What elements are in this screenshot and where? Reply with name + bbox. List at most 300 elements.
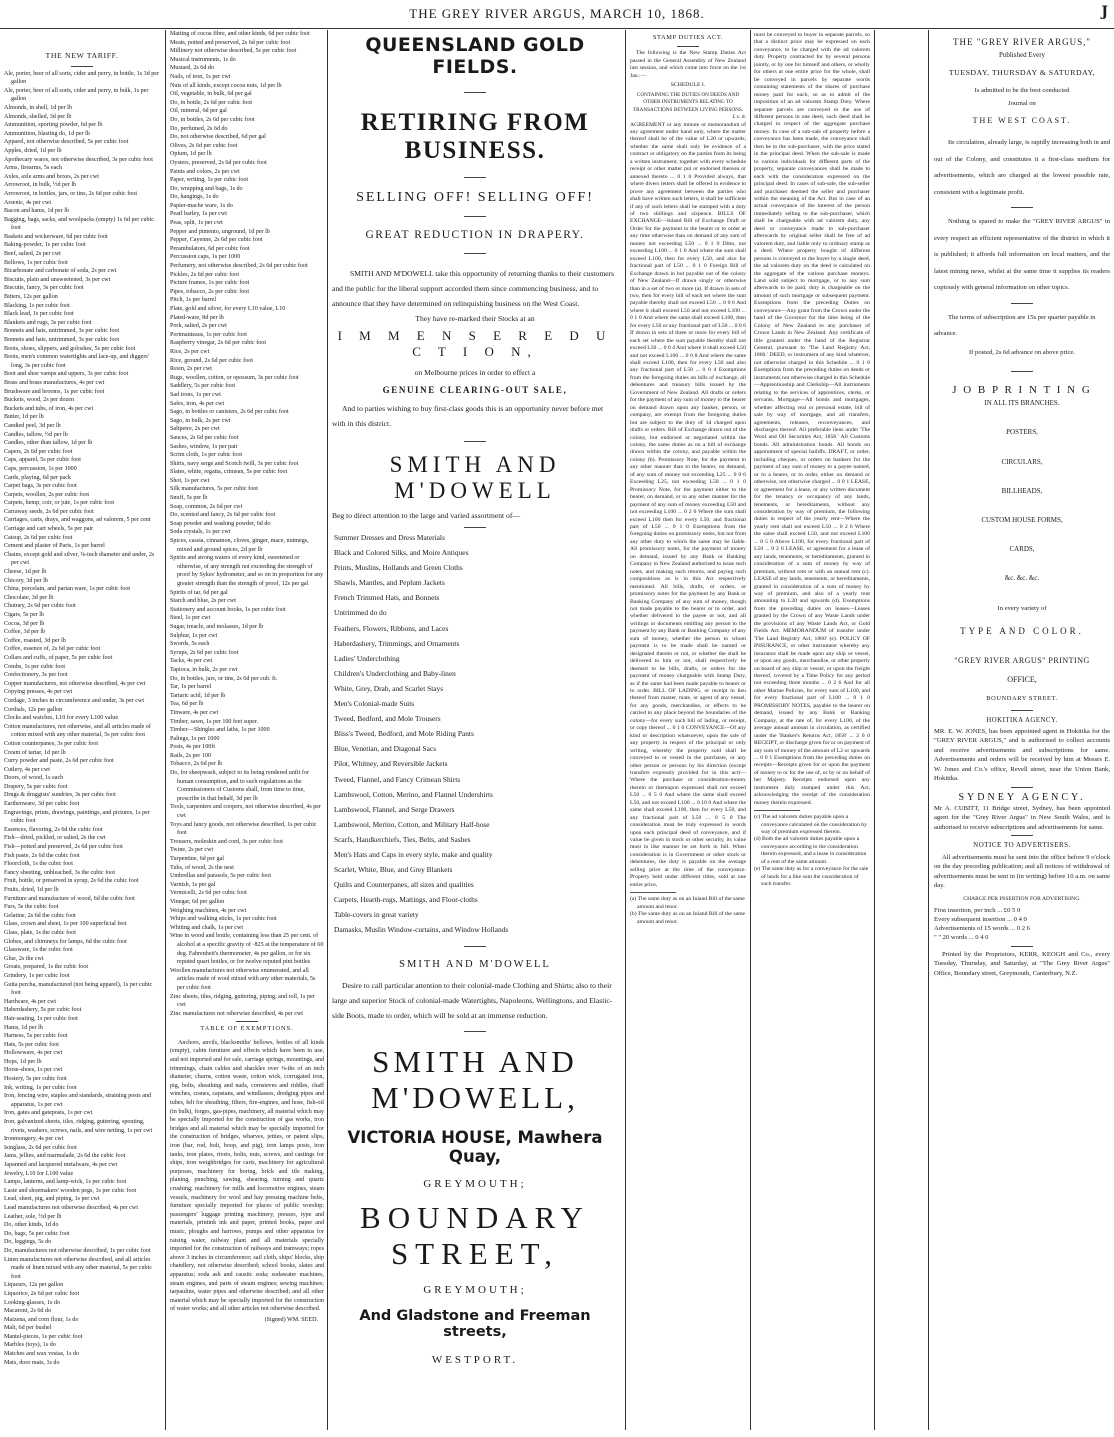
tariff-item: Drugs & druggists' sundries, 3s per cubic foot [4, 792, 116, 799]
tariff-item: Sago, in bulk, 2s per cwt [170, 417, 231, 424]
tariff-item: Fish—dried, pickled, or salted, 2s the cwt [4, 835, 106, 842]
tariff-item: Curry powder and paste, 2s 6d per cubic foot [4, 758, 114, 765]
tariff-item: Pepper and pimento, unground, 1d per lb [170, 228, 270, 235]
goods-item: Scarlet, White, Blue, and Grey Blankets [334, 865, 453, 875]
tariff-item: Pipes, tobacco, 2s per cubic foot [170, 288, 250, 295]
tariff-item: Axles, axle arms and boxes, 2s per cwt [4, 173, 99, 180]
tariff-item: Cocoa, 3d per lb [4, 620, 45, 627]
tariff-item: Caps, apparel, 5s per cubic foot [4, 457, 81, 464]
tariff-item: Glassware, 1s the cubic foot [4, 947, 73, 954]
tariff-item: Perfumery, not otherwise described, 2s 6d per cubic foot [170, 263, 308, 270]
tariff-item: Starch and blue, 2s per cwt [170, 598, 236, 605]
tariff-item: Glass, plate, 1s the cubic foot [4, 929, 76, 936]
tariff-item: Fruit, bottle, or preserved in syrup, 2s 6d the cubic foot [4, 878, 139, 885]
schedule-subheading: CONTAINING THE DUTIES ON DEEDS AND OTHER INSTRUMENTS RELATING TO TRANSACTIONS BETWEEN LIVING PERSONS. [632, 91, 744, 113]
tariff-item: Pitch, 1s per barrel [170, 297, 217, 304]
tariff-item: Laste and shoemakers' wooden pegs, 1s per cubic foot [4, 1187, 137, 1194]
tariff-item: Saddlery, 5s per cubic foot [170, 383, 236, 390]
tariff-item: Gutta percha, manufactured (not being apparel), 1s per cubic foot [4, 981, 153, 997]
tariff-item: Almonds, shelled, 3d per lb [4, 113, 72, 120]
goods-item: Tweed, Flannel, and Fancy Crimean Shirts [334, 774, 461, 784]
tariff-item: Hair-seating, 1s per cubic foot [4, 1015, 78, 1022]
goods-item: White, Grey, Drab, and Scarlet Stays [334, 683, 444, 693]
tariff-item: Almonds, in shell, 1d per lb [4, 104, 72, 111]
tariff-item: Iron, gates and gateposts, 1s per cwt [4, 1110, 93, 1117]
tariff-item: Meats, potted and preserved, 2s 6d per cubic foot [170, 39, 291, 46]
tariff-item: Buckets, wood, 2s per dozen [4, 397, 75, 404]
tariff-item: Coffee, 3d per lb [4, 629, 46, 636]
victoria-house: VICTORIA HOUSE, Mawhera Quay, [347, 1127, 603, 1166]
tariff-item: China, porcelain, and parian ware, 1s per cubic foot [4, 586, 131, 593]
tariff-item: Whips and walking sticks, 1s per cubic foot [170, 916, 277, 923]
tariff-item: Engravings, prints, drawings, paintings, and pictures, 1s per cubic foot [4, 809, 150, 825]
stamp-duties-column-1 [630, 32, 746, 1427]
goods-list [328, 530, 622, 938]
tariff-item: Oysters, preserved, 2s 6d per cubic foot [170, 159, 267, 166]
tariff-item: Steel, 1s per cwt [170, 615, 211, 622]
goods-item: Men's Hats and Caps in every style, make and quality [334, 849, 493, 859]
queensland-heading: QUEENSLAND GOLD FIELDS. [365, 34, 585, 78]
exemptions-text: Anchors, anvils, blacksmiths' bellows, bottles of all kinds (empty), cabin furniture and effects which have been in use, and not imported and for sale, carriage springs, mountings, and trimmings, chain cables and shackles over ⅜-ths of an inch diameter, churns, cotton waste, cotton wick, corrugated iron, pig, bolts, sheathing and nails, cornsieves and riddles, chaff winches, cranes, capstans, and windlasses, dredging pipes and tubes, felt for sheathing, filters, fire-engines, and hose, fish-oil (in bulk), forges, gas-pipes, machinery, all material which may be specially imported for the construction of gas works, iron bridges and all material which may be specially imported for the construction of bridges, wharves, jetties, or patent slips, iron (bar, rod, bolt, hoop, and pig), iron lamps posts, iron tanks, iron plates, rivets, bolts, nuts, screws, and castings for ships, iron weighbridges for carts, machinery for agricultural purposes, machinery for boring, brick and tile making, planing, punching, sawing, shearing, turning and quartz crushing; machinery for mills and locomotive engines, steam vessels, machinery for wool and hay pressing machine belts, furniture specially imported for places of public worship; passengers' luggage printing machinery, presses, type and materials, printink ink and paper, printed books, paper and music, ploughs and harrows, pumps and other apparatus for raising water, railway plant and all materials specially imported for the construction of railways and tramways; ropes above 3 inches in circumference; sail cloth, ships' blocks, ship chandlery, not otherwise described; school books, slates and apparatus; soda ash and caustic soda; sodawater machines, steam engines, and parts of steam engines; sewing machines; tarpaulins, water pipes and otherwise described; and all other material which may be specially imported for the construction of water works; and all other articles not otherwise described. [170, 1039, 324, 1313]
greymouth-1: GREYMOUTH; [423, 1177, 527, 1190]
argus-head: THE "GREY RIVER ARGUS," [952, 37, 1092, 47]
tariff-item: Timber, sawn, 1s per 100 feet super. [170, 718, 259, 725]
tariff-item: Cards, playing, 6d per pack [4, 474, 72, 481]
tariff-item: Catsup, 2s 6d per cubic foot [4, 534, 73, 541]
goods-item: Blue, Venetian, and Diagonal Sacs [334, 744, 437, 754]
tariff-item: Caps, percussion, 1s per 1000 [4, 465, 77, 472]
tariff-item: Arrowroot, in bulk, ½d per lb [4, 182, 77, 189]
charge-row: First insertion, per inch ... £0 5 0 [934, 906, 1021, 914]
printed-by: Printed by the Proprietors, KERR, KEOGH and Co., every Tuesday, Thursday, and Saturday, at "The Grey River Argus" Office, Boundary street, Greymouth, Canterbury, N.Z. [934, 950, 1110, 977]
tariff-item: Picture frames, 1s per cubic foot [170, 280, 250, 287]
goods-item: Bliss's Tweed, Bedford, and Mole Riding Pants [334, 729, 474, 739]
tariff-item: Mats, door mats, 1s do [4, 1359, 60, 1366]
journal-on: Journal on [1008, 99, 1036, 107]
sydney-text: Mr A. CUBITT, 11 Bridge street, Sydney, has been appointed agent for the "Grey River Argus" in New South Wales, and is authorised to receive subscriptions and advertisements for same. [934, 804, 1110, 831]
tariff-item: Zinc manufactures not otherwise described, 4s per cwt [170, 1010, 304, 1017]
tariff-item: Coffee, roasted, 3d per lb [4, 637, 66, 644]
tariff-item: Ale, porter, beer of all sorts, cider and perry, in bottle, 1s 3d per gallon [4, 70, 160, 86]
signature: (Signed) WM. SEED. [264, 1316, 318, 1323]
tariff-item: Cutlery, 4s per cwt [4, 766, 50, 773]
tariff-item: Glass, crown and sheet, 1s per 100 superficial feet [4, 921, 127, 928]
melbourne-line: on Melbourne prices in order to effect a [414, 368, 536, 377]
notice-heading: NOTICE TO ADVERTISERS. [973, 841, 1071, 850]
tariff-item: Candied peel, 3d per lb [4, 422, 61, 429]
tariff-item: Shot, 1s per cwt [170, 477, 210, 484]
tariff-item: Do, bags, 5s per cubic foot [4, 1230, 70, 1237]
tariff-item: Saltpetre, 2s per cwt [170, 426, 220, 433]
smith-mdowell-heading-3: SMITH AND M'DOWELL, [371, 1043, 579, 1115]
lsd-header: £ s. d. [732, 114, 746, 121]
tariff-item: Essences, flavoring, 2s 6d the cubic foot [4, 826, 103, 833]
drapery-advertisement [328, 34, 622, 1366]
hokitika-text: MR. E. W. JONES, has been appointed agent in Hokitika for the "GREY RIVER ARGUS," and is authorised to collect accounts and receive advertisements and subscriptions for same. Advertisements and orders will be received by him at Messrs E. W. Jones and Co.'s office, Revell street, near the Union Bank, Hokitika. [934, 727, 1110, 783]
tariff-item: Cream of tartar, 1d per lb [4, 749, 66, 756]
tariff-item: Opium, 1d per lb [170, 151, 212, 158]
tariff-item: Ironmongery, 4s per cwt [4, 1136, 64, 1143]
stamp-intro: The following is the New Stamp Duties Act passed in the General Assembly of New Zealand last session, and which come into force on the 1st Jan.:— [630, 50, 746, 79]
charges-table [934, 906, 1110, 943]
remarked-line: They have re-marked their Stocks at an [415, 314, 535, 323]
tariff-item: Trousers, moleskin and cord, 3s per cubic foot [170, 838, 283, 845]
clearing-out-sale: GENUINE CLEARING-OUT SALE, [382, 385, 568, 395]
tariff-item: Blacking, 1s per cubic foot [4, 302, 70, 309]
tariff-item: Carpet bags, 3s per cubic foot [4, 483, 77, 490]
tariff-item: Harness, 5s per cubic foot [4, 1033, 68, 1040]
tariff-item: Chutney, 2s 6d per cubic foot [4, 603, 76, 610]
goods-item: Table-covers in great variety [334, 910, 419, 920]
printing-office: OFFICE, [1007, 675, 1037, 685]
subscription-terms: The terms of subscription are 15s per quarter payable in advance. [934, 313, 1096, 338]
tariff-item: Tubs, of wood, 2s the nest [170, 864, 234, 871]
tariff-item: Tea, 6d per lb [170, 701, 204, 708]
tariff-item: Fish—potted and preserved, 2s 6d per cubic foot [4, 844, 123, 851]
tariff-item: Twine, 2s per cwt [170, 847, 214, 854]
blank-gutter [878, 34, 924, 1424]
job-item: POSTERS, [1006, 428, 1038, 437]
tariff-item: Matting of cocoa fibre, and other kinds, 6d per cubic foot [170, 31, 310, 37]
tariff-item: Vermicelli, 2s 6d per cubic foot [170, 890, 247, 897]
postage-note: If posted, 2s 6d advance on above price. [968, 348, 1075, 356]
tariff-item: Baskets and wickerware, 6d per cubic foot [4, 233, 108, 240]
tariff-item: Varnish, 1s per gal [170, 881, 216, 888]
tariff-item: Safes, iron, 4s per cwt [170, 400, 225, 407]
tariff-item: Blankets and rugs, 3s per cubic foot [4, 319, 92, 326]
tariff-item: Do, hangings, 1s do [170, 194, 219, 201]
tariff-item: Carriage and cart wheels, 5s per pair [4, 526, 94, 533]
tariff-item: Brushware and brooms, 1s per cubic foot [4, 388, 105, 395]
tariff-item: Rice, 2s per cwt [170, 348, 210, 355]
tariff-item: Plated-ware, 8d per lb [170, 314, 224, 321]
intro-paragraph: SMITH AND M'DOWELL take this opportunity of returning thanks to their customers and the public for the liberal support accorded them since commencing business, and to announce that they have determined on relinquishing business on the West Coast. [332, 269, 615, 308]
tariff-item: Chicory, 3d per lb [4, 577, 48, 584]
tariff-item: Isinglass, 2s 6d per cubic foot [4, 1144, 77, 1151]
tariff-item: Toys and fancy goods, not otherwise described, 1s per cubic foot [170, 821, 317, 837]
tariff-item: Matches and wax vestas, 1s do [4, 1351, 80, 1358]
tariff-item: Tools, carpenters and coopers, not otherwise described, 4s per cwt [170, 804, 322, 820]
tariff-item: Rails, 2s per 100 [170, 752, 211, 759]
clothing-paragraph: Desire to call particular attention to their colonial-made Clothing and Shirts; also to their large and superior Stock of colonial-made Watertights, Napoleons, Wellingtons, and Elastic-side Boots, made to order, which will be sold at an immense reduction. [332, 980, 613, 1020]
tariff-item: Do, wrapping and bags, 1s do [170, 185, 243, 192]
tariff-item: Fancy sheeting, unbleached, 3s the cubic foot [4, 869, 116, 876]
tariff-item: Black lead, 1s per cubic foot [4, 311, 74, 318]
tariff-item: Spirits of tar, 6d per gal [170, 589, 228, 596]
tariff-item: Sauces, 2s 6d per cubic foot [170, 434, 239, 441]
printing-office-name: "GREY RIVER ARGUS" PRINTING [954, 655, 1090, 665]
boundary-street-address: BOUNDARY STREET. [986, 695, 1058, 703]
type-and-color: TYPE AND COLOR. [960, 625, 1084, 636]
goods-item: Children's Underclothing and Baby-linen [334, 668, 456, 678]
tariff-item: Silk manufactures, 5s per cubic foot [170, 486, 258, 493]
tariff-item: Chains, except gold and silver, ⅜-inch diameter and under, 2s per cwt [4, 551, 155, 567]
tariff-item: Hardware, 4s per cwt [4, 998, 57, 1005]
tariff-item: Beef, salted, 2s per cwt [4, 251, 61, 258]
tariff-item: Pearl barley, 1s per cwt [170, 211, 227, 218]
smith-mdowell-heading-1: SMITH AND M'DOWELL [389, 452, 561, 503]
goods-item: Damasks, Muslin Window-curtains, and Window Hollands [334, 925, 509, 935]
tariff-item: Shirts, navy serge and Scotch twill, 3s per cubic foot [170, 460, 299, 467]
tariff-item: Butter, 1d per lb [4, 414, 44, 421]
tariff-item: Lead manufactures not otherwise described, 4s per cwt [4, 1204, 139, 1211]
stamp-text-1: AGREEMENT or any minute or memorandum of any agreement under hand only, where the matter thereof shall be of the value of L20 or upwards; whether the same shall only be evidence of a contract or obligatory on the parties from its being a written instrument, together with every schedule receipt or other matter put or endorsed thereon or annexed thereto ... 0 1 0 Provided always, that where divers letters shall be offered in evidence to prove any agreement between the parties who shall have written such letters, it shall be sufficient if any of such letters shall be stamped with a duty of two shillings and sixpence. BILLS OF EXCHANGE—Inland Bill of Exchange Draft or Order for the payment to the bearer or to order at any time otherwise than on demand of any sum of money not exceeding L50 ... 0 1 0 Ditto, not exceeding L100 ... 0 1 0 And where the sum shall exceed L100, then for every L50, and also for fractional part of L50 ... 0 1 0 Foreign Bill of Exchange drawn in but payable out of the colony of New Zealand—If drawn singly or otherwise than in a set of two or more (a). If drawn in sets of two, then for every bill of each set where the sum payable thereby shall not exceed L50 ... 0 0 6 And where it shall exceed L50 and not exceed L100 ... 0 1 0 And where the same shall exceed L100, then for every L50 or any fractional part of L50 ... 0 0 6 If drawn in sets of three or more for every bill of each set where the sum payable thereby shall not exceed L50 ... 0 0 4 And where it shall exceed L50 and not exceed L100 ... 0 0 8 And where the same shall exceed L100, then for every L50 and also any fractional part of L50 ... 0 0 4 Exemptions from the foregoing duties on bills of exchange, all debentures and treasury bills issued by the Government of New Zealand. All drafts or orders for the payment of any sum of money to the bearer on demand drawn upon any banker, person, or company, are exempt from the foregoing duties but are subject to the duty of 1d charged upon drafts or orders. Bill of Exchange drawn out of the colony, but endorsed or negotiated within the colony, the same duties as on a bill of exchange drawn within the colony, and payable within the colony (b). Promissory Note, for the payment in any other manner than to the bearer, on demand, of any sum of money not exceeding L25 ... 0 0 6 Exceeding L25, not exceeding L50 ... 0 1 0 Promissory Note, for the payment either to the bearer, on demand, or in any other manner for the payment of any sum of money exceeding L50 and not exceeding L100 ... 0 2 0 Where the sum shall exceed L100 then for every L50, and fractional part of L50 ... 0 1 0 Exemptions from the foregoing duties on promissory notes, but not from any other duty to which the same may be liable. All promissory notes, for the payment of money on demand, issued by any Bank or Banking Company in New Zealand authorised to issue such notes, and making such returns, and paying such compositions as is in this Act respectively mentioned. All bills, drafts, or orders, or promissory notes for the payment by any Bank or Banking Company of any sum of money, though not made payable to the bearer or to order, and whether delivered to the payee or not, and all writings or documents entitling any person to the payment by any Bank or Banking Company of any sum of money, whether the person to whom payment is to be made shall be named or designated therein or not, or whether the shall be delivered to him or not, shall respectively be deemed to be bills, drafts, or orders for the payment of money chargeable with Stamp Duty, as if the same had been made payable to bearer or to order. BILL OF LADING, or receipt in lieu thereof from master, mate, or agent of any vessel, for any goods, merchandise, or effects to be carried to any place beyond the boundaries of the colony—for every such bill of lading, or receipt, or copy thereof ... 0 1 0 CONVEYANCE—Of any kind or description whatsoever, upon the sale of any property in respect of the principal or only writing, whereby the property sold shall be conveyed to or vested in the purchaser, or any other person or persons by his direction (except transfers expressly provided for in this act)—Where the purchase or consideration-money therein or thereupon expressed shall not exceed L50 ... 0 5 0 And where the same shall exceed L50, and not exceed L100 ... 0 10 0 And where the same shall exceed L100, then for every L50, and any fractional part of L50 ... 0 5 0 The consideration must be truly expressed in words upon each principal deed of conveyance, and if value be given in stock or other security, its value must in like manner be set forth in full. When consideration is in Government or other stock or debentures, the duty is payable on the average selling price at the time of the conveyance. Property held under different titles, sold at one entire price, [630, 121, 746, 888]
charge-row: Every subsequent insertion ... 0 4 0 [934, 916, 1027, 924]
tariff-item: Syrups, 2s 6d per cubic foot [170, 649, 239, 656]
tariff-item: Combs, 1s per cubic foot [4, 663, 66, 670]
tariff-item: Palings, 1s per 1000 [170, 735, 220, 742]
tariff-item: Scrim cloth, 1s per cubic foot [170, 452, 243, 459]
tariff-item: Bicarbonate and carbonate of soda, 2s per cwt [4, 268, 117, 275]
exemptions-heading: TABLE OF EXEMPTIONS. [200, 1025, 294, 1033]
tariff-heading: THE NEW TARIFF. [45, 51, 119, 60]
boundary-street: BOUNDARY STREET, [360, 1199, 590, 1271]
tariff-item: Earthenware, 3d per cubic foot [4, 801, 80, 808]
tariff-item: Tar, 1s per barrel [170, 684, 212, 691]
tariff-item: Posts, 4s per 100ft [170, 744, 216, 751]
tariff-item: Perambulators, 6d per cubic foot [170, 245, 250, 252]
published-every: Published Every [998, 51, 1046, 60]
stamp-footnote: (e) The same duty as for a conveyance for the sale of lands for a like sum the consideration of such transfer. [754, 866, 869, 888]
tariff-item: Iron, fencing wire, staples and standards, straining posts and apparatus, 1s per cwt [4, 1093, 152, 1108]
tariff-item: Soap, common, 2s 6d per cwt [170, 503, 243, 510]
tariff-item: Oil, mineral, 6d per gal [170, 108, 227, 115]
goods-item: French Trimmed Hats, and Bonnets [334, 593, 440, 603]
tariff-item: Glue, 2s the cwt [4, 955, 44, 962]
tariff-item: Oil, vegetable, in bulk, 6d per gal [170, 91, 252, 98]
stamp-heading: STAMP DUTIES ACT. [652, 34, 724, 41]
tariff-item: Boots, shoes, slippers, and goloshes, 5s per cubic foot [4, 345, 136, 352]
charge-heading: CHARGE PER INSERTION FOR ADVERTISING. [963, 895, 1081, 902]
tariff-item: Fruits, dried, 1d per lb [4, 887, 59, 893]
tariff-item: Paper, writing, 1s per cubic foot [170, 177, 249, 184]
stamp-footnote: (b) The same duty as on an Inland Bill of the same amount and tenor. [630, 911, 746, 925]
tariff-item: Mustard, 2s 6d do [170, 65, 215, 72]
immense-reduction: I M M E N S E R E D U C T I O N, [337, 328, 613, 359]
tariff-item: Ale, porter, beer of all sorts, cider and perry, in bulk, 1s per gallon [4, 87, 149, 103]
tariff-item: Do, scented and fancy, 2s 6d per cubic foot [170, 512, 276, 519]
tariff-item: Copying presses, 4s per cwt [4, 689, 73, 696]
tariff-item: Tacks, 4s per cwt [170, 658, 213, 665]
tariff-item: Boot and shoe vamps and uppers, 3s per cubic foot [4, 371, 129, 378]
tariff-item: Apparel, not otherwise described, 5s per cubic foot [4, 139, 129, 146]
goods-item: Lambswool, Merino, Cotton, and Military Half-hose [334, 819, 490, 829]
tariff-item: Baking-powder, 1s per cubic foot [4, 242, 86, 249]
tariff-item: Ammunition, sporting powder, 6d per lb [4, 122, 103, 129]
tariff-item: Do, other kinds, 1d do [4, 1222, 59, 1229]
tariff-item: Candles, tallow, ½d per lb [4, 431, 68, 438]
tariff-item: Slates, white, regatta, crimean, 5s per cubic foot [170, 469, 288, 476]
tariff-item: Doors, of wood, 1s each [4, 775, 64, 782]
tariff-item: Tinware, 4s per cwt [170, 709, 219, 716]
tariff-item: Iron, galvanized sheets, tiles, ridging, guttering, spouting, rivets, washers, screws, nails, and wire netting, 1s per cwt [4, 1119, 153, 1134]
tariff-item: Hats, 5s per cubic foot [4, 1041, 59, 1048]
tariff-item: Capers, 2s 6d per cubic foot [4, 448, 73, 455]
tariff-item: Tartaric acid, 1d per lb [170, 692, 226, 699]
tariff-item: Turpentine, 6d per gal [170, 856, 224, 862]
goods-item: Lambswool, Flannel, and Serge Drawers [334, 804, 455, 814]
charge-row: Advertisements of 15 words ... 0 2 6 [934, 925, 1030, 933]
tariff-item: Japanned and lacquered metalware, 4s per cwt [4, 1162, 118, 1168]
tariff-item: Paints and colors, 2s per cwt [170, 168, 240, 175]
tariff-item: Jams, jellies, and marmalade, 2s 6d the cubic foot [4, 1153, 126, 1160]
tariff-item: Do, in bottles, 2s 6d per cubic foot [170, 116, 255, 123]
opportunity-paragraph: And to parties wishing to buy first-class goods this is an opportunity never before met with in this district. [332, 404, 604, 428]
goods-item: Pilot, Whitney, and Reversible Jackets [334, 759, 448, 769]
tariff-item: Cordials, 12s per gallon [4, 706, 63, 713]
tariff-item: Looking-glasses, 1s do [4, 1299, 61, 1306]
tariff-item: Sago, in bottles or canisters, 2s 6d per cubic foot [170, 409, 289, 416]
tariff-item: Weighing machines, 4s per cwt [170, 907, 247, 914]
tariff-item: Spices, cassia, cinnamon, cloves, ginger, mace, nutmegs, mixed and ground spices, 2d per lb [170, 538, 309, 553]
tariff-item: Haberdashery, 5s per cubic foot [4, 1007, 82, 1014]
tariff-item: Cigars, 5s per lb [4, 612, 44, 618]
tariff-item: Sugar, treacle, and molasses, 1d per lb [170, 623, 264, 630]
tariff-item: Copper manufactures, not otherwise described, 4s per cwt [4, 680, 146, 687]
stamp-footnote: (c) The ad valorem duties payable upon a conveyance calculated on the consideration by way of premium expressed therein. [754, 814, 867, 836]
tariff-item: Timber—Shingles and laths, 1s per 1000 [170, 727, 270, 734]
tariff-item: Lamps, lanterns, and lamp-wick, 1s per cubic foot [4, 1179, 127, 1186]
tariff-item: Candles, other than tallow, 1d per lb [4, 440, 93, 447]
goods-item: Lambswool, Cotton, Merino, and Flannel Undershirts [334, 789, 493, 799]
tariff-item: Cordage, 3 inches in circumference and under, 3s per cwt [4, 697, 145, 704]
selling-off: SELLING OFF! SELLING OFF! [356, 190, 594, 205]
tariff-item: Globes, and chimneys for lamps, 6d the cubic foot [4, 938, 127, 945]
tariff-item: Raspberry vinegar, 2s 6d per cubic foot [170, 340, 267, 347]
tariff-item: Linen manufactures not otherwise described, and all articles made of linen mixed with any other material, 5s per cubic foot [4, 1256, 152, 1280]
tariff-item: Do, perfumed, 2s 6d do [170, 125, 228, 132]
tariff-item: Do, for sheepwash, subject to its being rendered unfit for human consumption, and to such regulations as the Commissioners of Customs shall, from time to time, prescribe in that behalf, 3d per lb [170, 770, 309, 802]
tariff-item: Do, manufactures not otherwise described, 1s per cubic foot [4, 1247, 151, 1254]
tariff-item: Bacon and hams, 1d per lb [4, 208, 69, 215]
top-rule [0, 28, 1114, 29]
goods-item: Carpets, Hearth-rugs, Mattings, and Floor-cloths [334, 895, 478, 905]
nothing-spared-text: Nothing is spared to make the "GREY RIVER ARGUS" in every respect an efficient representative of the district in which it is published; it affords full information on local matters, and the latest mining news, whilst at the same time it supplies its readers copiously with general information on other topics. [934, 218, 1110, 292]
stamp-footnote: (a) The same duty as on an Inland Bill of the same amount and tenor. [630, 896, 745, 910]
tariff-item: Buckets and tubs, of iron, 4s per cwt [4, 405, 94, 412]
hokitika-heading: HOKITIKA AGENCY. [986, 716, 1058, 724]
job-printing: J O B P R I N T I N G [952, 383, 1092, 396]
assortment-intro: Beg to direct attention to the large and varied assortment of— [332, 511, 520, 520]
goods-item: Scarfs, Handkerchiefs, Ties, Belts, and Sashes [334, 834, 471, 844]
tariff-item: Bonnets and hats, untrimmed, 3s per cubic foot [4, 337, 120, 343]
tariff-item: Percussion caps, 1s per 1000 [170, 254, 241, 261]
tariff-item: Soap powder and washing powder, 6d do [170, 520, 271, 527]
tariff-item: Stationery and account books, 1s per cubic foot [170, 606, 286, 613]
tariff-item: Rugs, woollen, cotton, or opossum, 3s per cubic foot [170, 374, 299, 381]
circulation-text: Its circulation, already large, is rapidly increasing both in and out of the Colony, and constitutes it a first-class medium for advertisements, which are charged at the lowest possible rate, consistent with a legitimate profit. [934, 139, 1110, 196]
stamp-text-2: must be conveyed to buyer in separate parcels, so that a distinct price may be expressed on each conveyance, to be charged with the ad valorem duty. Property contracted for by several persons jointly, or by one for himself and others, or wholly for others at one entire price for the whole, shall be conveyed in parcels by separate words containing statements of the shares of purchase money paid for each, so as to admit of the imposition of an ad valorem Stamp Duty. Where separate parcels are conveyed to the use of different persons in one deed, such deed shall be charged in respect of the aggregate purchase money. In case of a sub-sale of property before a conveyance has been made, the conveyance shall then be to the sub-purchaser, with the price stated in the principal deed. When the sub-sale is made to various individuals for different parts of the property, separate conveyances shall be made to each with the consideration expressed on the principal deed. In cases of sub-sale, the sub-seller and purchaser deemed the seller and purchaser within the meaning of the Act. But in case of an actual conveyance of the interest of the person immediately selling to the sub-purchaser, which shall be chargeable with ad valorem duty, any deed or conveyance made to sub-purchaser afterwards by original seller shall be free of ad valorem duty, and liable only to ordinary stamp as a deed. Where property bought of different persons is conveyed to the buyer by a single deed, the ad valorem duty on the deed is calculated on the aggregate of the various purchase moneys. Land sold subject to mortgage, or to any sum afterwards to be paid, duty is chargeable on the amount of such mortgage or subsequent payment. Exemptions from the preceding Duties on conveyance—Any grant from the Crown under the hand of the Governor for the time being of the Colony of New Zealand to any purchaser of Crown Lands in New Zealand. Any certificate of title granted under the hand of the Registrar General, pursuant to 'The Land Registry Act, 1860.' DEED, or instrument of any kind whatever, not otherwise charged in this Schedule ... 0 1 0 Exemptions from the preceding duties on deeds or instruments not otherwise charged in this Schedule—Apprenticeship and Clerkship—All instruments relating to the services of apprentices, clerks, or servants. Mortgage—All bonds and mortgages, whether affecting real or personal estate, bill of sale by way of mortgage, and all transfers, agreements, releases, reconveyances, and discharges thereof. All preferable liens under 'The Wool and Oil Securities Act, 1858.' All Customs bonds. All administration bonds. All bonds on appointment of special bailiffs. DRAFT, or order, including cheques, or orders on bankers for the payment of any sum of money to a payee named, or to a bearer, or to order, either on demand or otherwise, not otherwise charged ... 0 0 1 LEASE, or agreement for a lease, or any written document for the tenancy or occupancy of any lands, tenements, or hereditaments, without any consideration by way of premium, the following duties in respect of the yearly rent—Where the yearly rent shall not exceed L50 ... 0 2 6 Where the same shall exceed L50, and not exceed L100 ... 0 5 0 Above L100, for every fractional part of L50 ... 0 2 6 LEASE, or agreement for a lease of any lands, tenements, or hereditaments, granted in consideration of a sum of money by way of premium, without rent or with an annual rent (c). LEASE of any lands, tenements, or hereditaments, granted in consideration of a sum of money by way of premium, and also of a yearly rent amounting to L20 and upwards (d). Exemptions from the preceding duties on leases—Leases granted by the Crown of any Waste Lands under the provisions of any Waste Lands Act, or Gold Fields Act. MEMORANDUM of transfer under 'The Land Registry Act, 1860' (e). POLICY OF INSURANCE, or other instrument whereby any insurance shall be made upon any ship or vessel, or upon any goods, merchandise, or other property on board of any ship or vessel, or upon the freight thereof, covered by a Time Policy for any period not exceeding three months ... 0 2 6 And for all other Marine Policies, for every sum of L100, and for every fractional part of L100 ... 0 1 0 PROMISSORY NOTES, payable to the bearer on demand, issued by any Bank or Banking Company, at the rate of, for every L100, of the average annual amount in circulation, as certified under the 'Banker's Returns Act, 1858' ... 2 0 0 RECEIPT, or discharge given for or on payment of any sum of money of the amount of L2 or upwards ... 0 0 1 Exemptions from the preceding duties on receipts—Receipts given for or upon the payment of money to or for the use of, or by or on behalf of her Majesty. Receipts endorsed upon any instrument duly stamped under this Act, acknowledging the receipt of the consideration money therein expressed. [754, 32, 870, 806]
goods-item: Prints, Muslins, Hollands and Green Cloths [334, 563, 463, 573]
tariff-item: Nuts of all kinds, except cocoa nuts, 1d per lb [170, 82, 282, 89]
publication-days: TUESDAY, THURSDAY & SATURDAY, [948, 68, 1096, 78]
schedule-heading: SCHEDULE I. [670, 82, 706, 89]
tariff-item: Leather, sole, ½d per lb [4, 1213, 62, 1220]
goods-item: Men's Colonial-made Suits [334, 699, 415, 709]
goods-item: Feathers, Flowers, Ribbons, and Laces [334, 623, 449, 633]
tariff-item: Sashes, window, 1s per pair [170, 443, 238, 450]
masthead: THE GREY RIVER ARGUS, MARCH 10, 1868. [409, 6, 705, 21]
tariff-item: Maizena, and corn flour, 1s do [4, 1316, 79, 1323]
tariff-item: Groats, prepared, 1s the cubic foot [4, 964, 89, 971]
tariff-item: Jewelry, L10 for L100 value [4, 1170, 74, 1177]
goods-item: Summer Dresses and Dress Materials [334, 533, 445, 542]
job-item: &c. &c. &c. [1004, 574, 1040, 583]
job-item: BILLHEADS, [1001, 486, 1043, 495]
tariff-item: Fish paste, 2s 6d the cubic foot [4, 852, 80, 859]
tariff-item: Tobacco, 2s 6d per lb [170, 761, 223, 768]
tariff-item: Malt, 6d per bushel [4, 1325, 52, 1332]
tariff-item: Do, in bottles, jars, or tins, 2s 6d per cub. ft. [170, 675, 278, 682]
smith-mdowell-heading-2: SMITH AND M'DOWELL [399, 958, 551, 970]
tariff-item: Grindery, 1s per cubic foot [4, 972, 70, 979]
tariff-item: Woollen manufactures not otherwise enumerated, and all articles made of wool mixed with any other materials, 5s per cubic foot [170, 967, 316, 991]
tariff-item: Do, in bottle, 2s 6d per cubic foot [170, 99, 253, 106]
tariff-item: Peas, split, 1s per cwt [170, 220, 223, 227]
every-variety: In every variety of [997, 604, 1047, 612]
stamp-notes-1 [630, 896, 746, 926]
tariff-item: Biscuits, plain and unsweetened, 3s per cwt [4, 276, 111, 283]
tariff-item: Bellows, 1s per cubic foot [4, 259, 68, 266]
tariff-item: Gelatine, 2s 6d the cubic foot [4, 912, 76, 919]
tariff-column-2 [170, 30, 324, 1414]
tariff-item: Ammunition, blasting do, 1d per lb [4, 130, 90, 137]
gladstone-freeman: And Gladstone and Freeman streets, [359, 1307, 591, 1340]
best-conducted: Is admitted to be the best conducted [974, 86, 1070, 94]
tariff-item: Collars and cuffs, of paper, 5s per cubic foot [4, 654, 113, 661]
tariff-item: Vinegar, 6d per gallon [170, 898, 225, 905]
tariff-item: Swords, 5s each [170, 641, 210, 648]
all-branches: IN ALL ITS BRANCHES. [984, 399, 1060, 408]
tariff-item: Brass and brass manufactures, 4s per cwt [4, 379, 105, 386]
tariff-item: Millinery not otherwise described, 5s per cubic foot [170, 48, 297, 55]
goods-item: Shawls, Mantles, and Peplum Jackets [334, 578, 445, 588]
tariff-item: Hops, 1d per lb [4, 1058, 42, 1065]
tariff-item: Carpets, hemp, coir, or jute, 1s per cubic foot [4, 500, 115, 507]
tariff-item: Umbrellas and parasols, 5s per cubic foot [170, 873, 272, 880]
tariff-item: Horse-shoes, 1s per cwt [4, 1067, 63, 1074]
sydney-heading: SYDNEY AGENCY. [958, 791, 1086, 803]
tariff-item: Floorcloth, 1s the cubic foot [4, 861, 73, 868]
tariff-item: Clocks and watches, L10 for every L100 value [4, 715, 119, 722]
tariff-item: Carriages, carts, drays, and waggons, ad valorem, 5 per cent [4, 517, 151, 524]
tariff-item: Boots, men's common watertights and lace-up, and diggers' long, 3s per cubic foot [4, 354, 149, 369]
tariff-item: Arrowroot, in bottles, jars, or tins, 2s 6d per cubic foot [4, 190, 138, 197]
west-coast: THE WEST COAST. [972, 116, 1072, 126]
tariff-item: Pork, salted, 2s per cwt [170, 323, 227, 330]
greymouth-2: GREYMOUTH; [423, 1283, 527, 1296]
job-item: CARDS, [1009, 545, 1035, 554]
argus-notice-column [934, 34, 1110, 978]
tariff-item: Sulphur, 1s per cwt [170, 632, 218, 639]
great-reduction: GREAT REDUCTION IN DRAPERY. [365, 229, 585, 241]
tariff-item: Snuff, 5s per lb [170, 495, 208, 502]
job-items-list [934, 426, 1110, 585]
tariff-item: Marbles (toys), 1s do [4, 1342, 56, 1349]
job-item: CUSTOM HOUSE FORMS, [981, 515, 1063, 524]
goods-item: Black and Colored Silks, and Moire Antiques [334, 548, 469, 558]
tariff-item: Mantel-pieces, 1s per cubic foot [4, 1333, 83, 1340]
goods-item: Ladies' Underclothing [334, 653, 400, 663]
tariff-item: Chocolate, 3d per lb [4, 594, 54, 601]
tariff-item: Ink, writing, 1s per cubic foot [4, 1084, 77, 1091]
tariff-item: Arsenic, 4s per cwt [4, 199, 52, 206]
westport: WESTPORT. [431, 1353, 519, 1366]
tariff-item: Bonnets and hats, untrimmed, 3s per cubic foot [4, 328, 120, 335]
tariff-item: Do, leggings, 5s do [4, 1239, 52, 1246]
retiring-heading: RETIRING FROM BUSINESS. [360, 109, 590, 164]
tariff-item: Apples, dried, 1d per lb [4, 147, 62, 154]
